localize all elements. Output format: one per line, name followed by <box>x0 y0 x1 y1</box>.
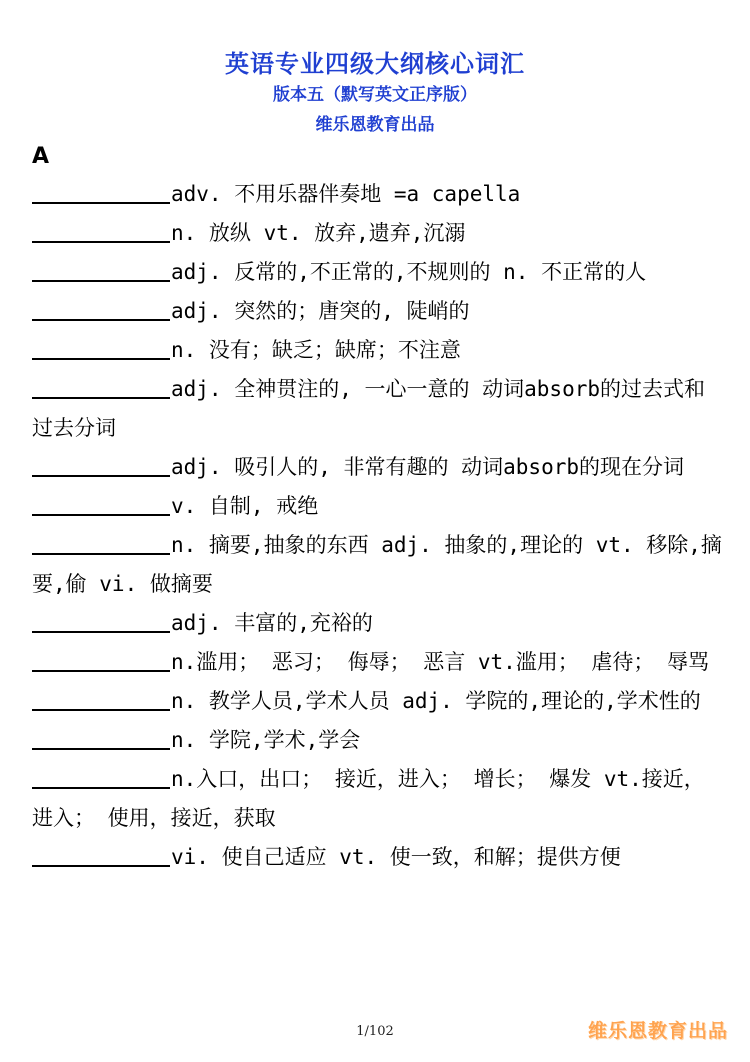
vocab-entry <box>32 175 722 214</box>
entry-definition: adj. 突然的；唐突的, 陡峭的 <box>171 299 470 323</box>
section-letter: A <box>32 144 50 169</box>
entry-definition: adj. 丰富的,充裕的 <box>171 611 373 635</box>
entry-definition: n. 摘要,抽象的东西 adj. 抽象的,理论的 vt. 移除,摘要,偷 vi. 做摘要 <box>32 533 722 596</box>
vocab-entry <box>32 604 722 643</box>
vocab-entry <box>32 838 722 877</box>
document-subtitle: 版本五（默写英文正序版） <box>273 85 477 105</box>
entry-definition: n.滥用； 恶习； 侮辱； 恶言 vt.滥用； 虐待； 辱骂 <box>171 650 710 674</box>
vocabulary-list <box>32 175 722 877</box>
entry-definition: n. 学院,学术,学会 <box>171 728 361 752</box>
answer-blank <box>32 490 170 516</box>
publisher-line: 维乐恩教育出品 <box>315 115 435 135</box>
answer-blank <box>32 373 170 399</box>
answer-blank <box>32 724 170 750</box>
entry-definition: adj. 反常的,不正常的,不规则的 n. 不正常的人 <box>171 260 647 284</box>
vocab-entry <box>32 760 722 838</box>
answer-blank <box>32 256 170 282</box>
vocab-entry <box>32 448 722 487</box>
vocab-entry <box>32 370 722 448</box>
entry-definition: n. 没有；缺乏；缺席；不注意 <box>171 338 461 362</box>
answer-blank <box>32 334 170 360</box>
vocab-entry <box>32 487 722 526</box>
vocab-entry <box>32 253 722 292</box>
answer-blank <box>32 841 170 867</box>
answer-blank <box>32 529 170 555</box>
answer-blank <box>32 217 170 243</box>
answer-blank <box>32 451 170 477</box>
answer-blank <box>32 295 170 321</box>
answer-blank <box>32 178 170 204</box>
vocab-entry <box>32 643 722 682</box>
publisher-watermark: 维乐恩教育出品 <box>588 1020 729 1042</box>
entry-definition: adj. 吸引人的, 非常有趣的 动词absorb的现在分词 <box>171 455 685 479</box>
entry-definition: v. 自制, 戒绝 <box>171 494 319 518</box>
entry-definition: adv. 不用乐器伴奏地 =a capella <box>171 182 521 206</box>
answer-blank <box>32 607 170 633</box>
answer-blank <box>32 685 170 711</box>
vocab-entry <box>32 721 722 760</box>
entry-definition: n. 放纵 vt. 放弃,遗弃,沉溺 <box>171 221 466 245</box>
vocab-entry <box>32 214 722 253</box>
vocab-entry <box>32 682 722 721</box>
vocab-entry <box>32 292 722 331</box>
document-title: 英语专业四级大纲核心词汇 <box>225 50 525 78</box>
entry-definition: n.入口，出口； 接近，进入； 增长； 爆发 vt.接近，进入； 使用，接近，获取 <box>32 767 705 830</box>
vocab-entry <box>32 331 722 370</box>
entry-definition: adj. 全神贯注的, 一心一意的 动词absorb的过去式和过去分词 <box>32 377 706 440</box>
entry-definition: vi. 使自己适应 vt. 使一致，和解；提供方便 <box>171 845 621 869</box>
vocab-entry <box>32 526 722 604</box>
entry-definition: n. 教学人员,学术人员 adj. 学院的,理论的,学术性的 <box>171 689 701 713</box>
page-number: 1/102 <box>356 1024 394 1039</box>
answer-blank <box>32 763 170 789</box>
answer-blank <box>32 646 170 672</box>
